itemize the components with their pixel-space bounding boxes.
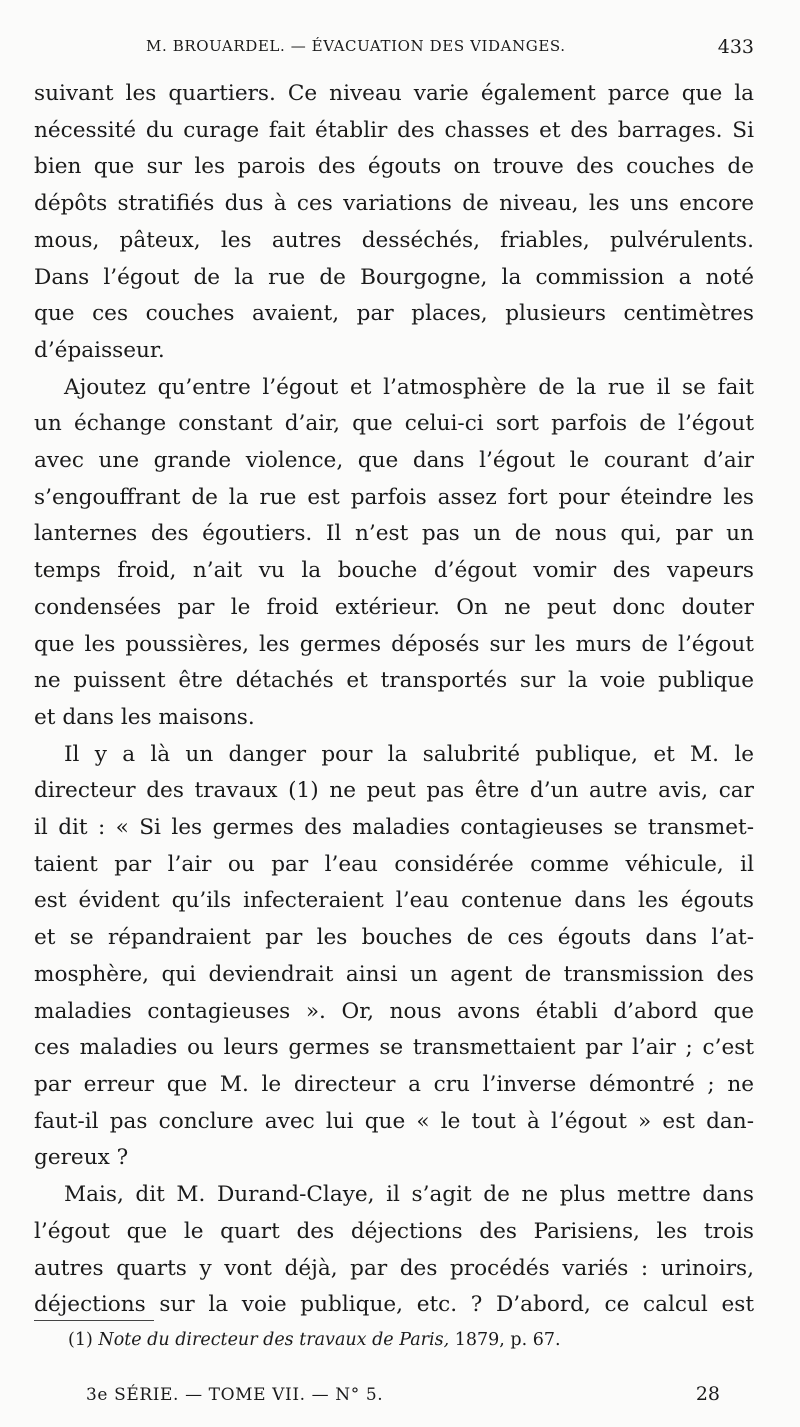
text-line: temps froid, n’ait vu la bouche d’égout vomir des vapeurs	[34, 558, 754, 584]
text-line: condensées par le froid extérieur. On ne peut donc douter	[34, 594, 754, 620]
footnote	[68, 1330, 561, 1350]
text-line: que les poussières, les germes déposés sur les murs de l’égout	[34, 631, 754, 657]
running-head-title: M. BROUARDEL. — ÉVACUATION DES VIDANGES.	[146, 37, 566, 55]
text-line: dépôts stratifiés dus à ces variations de niveau, les uns encore	[34, 191, 754, 217]
text-line: Ajoutez qu’entre l’égout et l’atmosphère de la rue il se fait	[64, 374, 754, 400]
text-line: il dit : « Si les germes des maladies contagieuses se transmet-	[34, 815, 754, 841]
text-line: mosphère, qui deviendrait ainsi un agent de transmission des	[34, 961, 754, 987]
text-line: gereux ?	[34, 1145, 129, 1171]
text-line: et dans les maisons.	[34, 704, 255, 730]
text-line: directeur des travaux (1) ne peut pas être d’un autre avis, car	[34, 778, 754, 804]
text-line: Dans l’égout de la rue de Bourgogne, la commission a noté	[34, 264, 754, 290]
footnote-citation: Note du directeur des travaux de Paris,	[98, 1330, 450, 1350]
text-line: déjections sur la voie publique, etc. ? D’abord, ce calcul est	[34, 1292, 754, 1318]
text-line: maladies contagieuses ». Or, nous avons établi d’abord que	[34, 998, 754, 1024]
footnote-reference: 1879, p. 67.	[454, 1330, 561, 1350]
text-line: Il y a là un danger pour la salubrité publique, et M. le	[64, 741, 754, 767]
text-line: par erreur que M. le directeur a cru l’inverse démontré ; ne	[34, 1071, 754, 1097]
text-line: est évident qu’ils infecteraient l’eau contenue dans les égouts	[34, 888, 754, 914]
footnote-marker: (1)	[68, 1330, 93, 1350]
text-line: et se répandraient par les bouches de ces égouts dans l’at-	[34, 925, 754, 951]
footnote-rule	[34, 1320, 154, 1321]
text-line: suivant les quartiers. Ce niveau varie également parce que la	[34, 81, 754, 106]
text-line: lanternes des égoutiers. Il n’est pas un de nous qui, par un	[34, 521, 754, 547]
page-number: 433	[717, 36, 754, 58]
running-head	[34, 34, 754, 62]
text-line: s’engouffrant de la rue est parfois assez fort pour éteindre les	[34, 484, 754, 510]
series-signature: 3e SÉRIE. — TOME VII. — N° 5.	[86, 1385, 384, 1405]
text-line: nécessité du curage fait établir des chasses et des barrages. Si	[34, 117, 754, 143]
text-line: ces maladies ou leurs germes se transmettaient par l’air ; c’est	[34, 1035, 754, 1061]
text-line: ne puissent être détachés et transportés sur la voie publique	[34, 668, 754, 694]
signature-number: 28	[695, 1383, 720, 1405]
text-line: mous, pâteux, les autres desséchés, friables, pulvérulents.	[34, 227, 754, 253]
text-line: bien que sur les parois des égouts on trouve des couches de	[34, 154, 754, 180]
text-line: un échange constant d’air, que celui-ci sort parfois de l’égout	[34, 411, 754, 437]
text-line: faut-il pas conclure avec lui que « le tout à l’égout » est dan-	[34, 1108, 754, 1134]
text-line: avec une grande violence, que dans l’égout le courant d’air	[34, 448, 754, 474]
text-line: autres quarts y vont déjà, par des procédés variés : urinoirs,	[34, 1255, 754, 1281]
text-line: l’égout que le quart des déjections des Parisiens, les trois	[34, 1218, 754, 1244]
text-line: d’épaisseur.	[34, 337, 165, 363]
text-line: Mais, dit M. Durand-Claye, il s’agit de ne plus mettre dans	[64, 1182, 754, 1208]
text-line: que ces couches avaient, par places, plusieurs centimètres	[34, 301, 754, 327]
body-text	[34, 76, 754, 1324]
text-line: taient par l’air ou par l’eau considérée comme véhicule, il	[34, 851, 754, 877]
